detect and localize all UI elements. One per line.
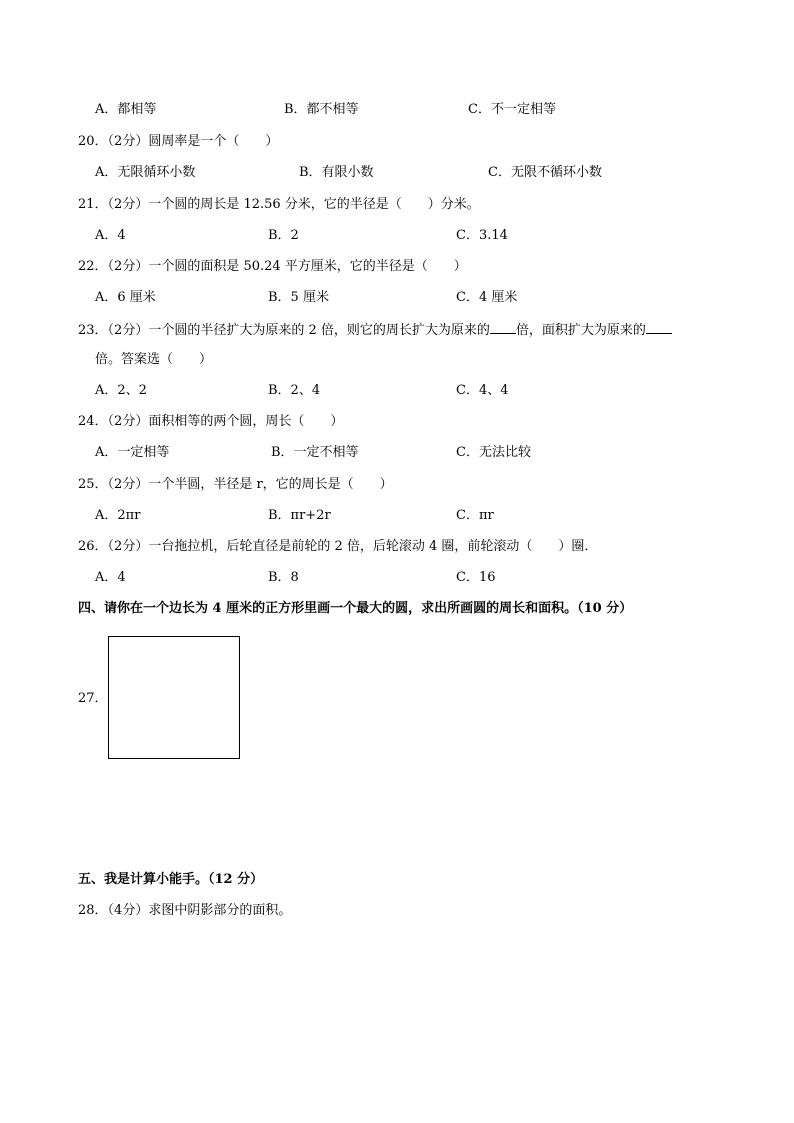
q22-option-b: B．5 厘米: [268, 290, 329, 305]
q22-stem: 22．（2分）一个圆的面积是 50.24 平方厘米，它的半径是（ ）: [78, 259, 467, 274]
q20-option-a: A．无限循环小数: [95, 165, 196, 180]
q25-stem: 25．（2分）一个半圆，半径是 r，它的周长是（ ）: [78, 477, 393, 492]
q24-option-a: A．一定相等: [95, 445, 170, 460]
section-5-heading: 五、我是计算小能手。（12 分）: [78, 872, 264, 887]
q25-option-c: C．πr: [456, 508, 494, 523]
q28-stem: 28．（4分）求图中阴影部分的面积。: [78, 903, 292, 918]
q23-option-a: A．2、2: [95, 383, 147, 398]
q23-stem-part2: 倍，面积扩大为原来的: [515, 323, 646, 338]
q20-option-c: C．无限不循环小数: [488, 165, 602, 180]
q19-option-b: B．都不相等: [284, 102, 359, 117]
q21-stem: 21．（2分）一个圆的周长是 12.56 分米，它的半径是（ ）分米。: [78, 197, 480, 212]
answer-blank: [490, 321, 516, 334]
q24-option-c: C．无法比较: [456, 445, 531, 460]
answer-blank: [646, 321, 672, 334]
drawing-square: [108, 636, 240, 759]
q26-option-c: C．16: [456, 570, 496, 585]
q26-option-b: B．8: [268, 570, 299, 585]
q20-stem: 20．（2分）圆周率是一个（ ）: [78, 134, 279, 149]
q21-option-a: A．4: [95, 228, 126, 243]
q20-option-b: B．有限小数: [299, 165, 374, 180]
q25-option-a: A．2πr: [95, 508, 141, 523]
q23-stem-line2: 倍。答案选（ ）: [95, 352, 213, 367]
q23-option-c: C．4、4: [456, 383, 509, 398]
section-4-heading: 四、请你在一个边长为 4 厘米的正方形里画一个最大的圆，求出所画圆的周长和面积。（10 分）: [78, 601, 633, 616]
q24-option-b: B．一定不相等: [271, 445, 359, 460]
q22-option-a: A．6 厘米: [95, 290, 156, 305]
q26-option-a: A．4: [95, 570, 126, 585]
q19-option-a: A．都相等: [95, 102, 157, 117]
q27-number: 27．: [78, 691, 108, 706]
q24-stem: 24．（2分）面积相等的两个圆，周长（ ）: [78, 414, 344, 429]
q25-option-b: B．πr+2r: [268, 508, 331, 523]
q23-stem-part1: 23．（2分）一个圆的半径扩大为原来的 2 倍，则它的周长扩大为原来的: [78, 323, 490, 338]
q23-option-b: B．2、4: [268, 383, 321, 398]
q22-option-c: C．4 厘米: [456, 290, 518, 305]
q19-option-c: C．不一定相等: [468, 102, 556, 117]
q23-stem-line1: [78, 321, 672, 339]
q26-stem: 26．（2分）一台拖拉机，后轮直径是前轮的 2 倍，后轮滚动 4 圈，前轮滚动（ ）圈．: [78, 539, 598, 554]
q21-option-b: B．2: [268, 228, 299, 243]
q21-option-c: C．3.14: [456, 228, 508, 243]
